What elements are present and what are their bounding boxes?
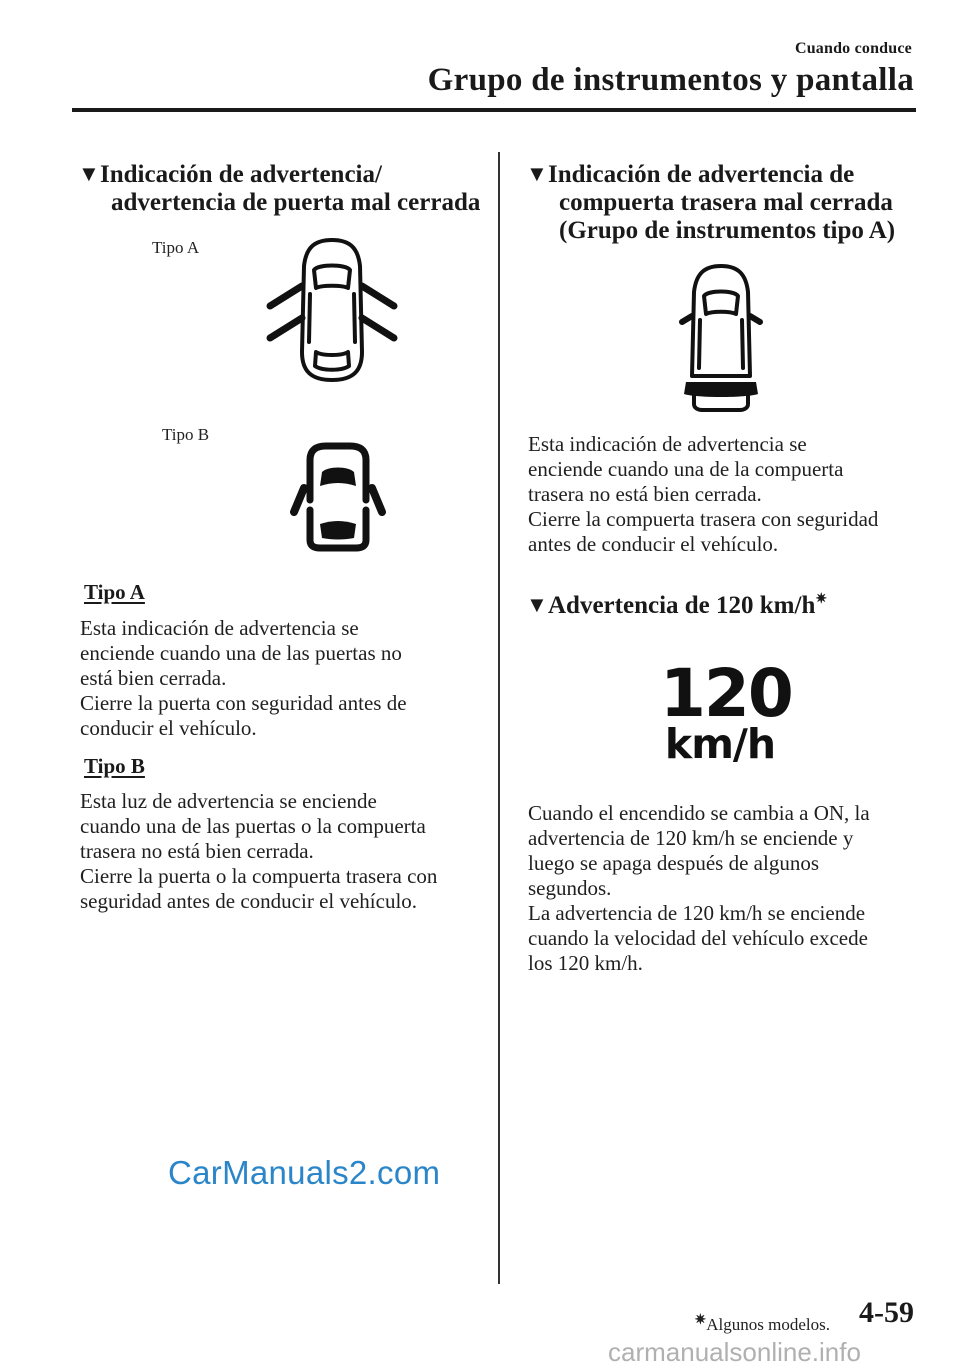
paragraph-liftgate: Esta indicación de advertencia se enciende cuando una de la compuerta trasera no está bien cerrada. Cierre la compuerta trasera con seguridad antes de conducir el vehículo.	[528, 432, 879, 556]
subheading-type-b: Tipo B	[84, 754, 145, 778]
triangle-marker-icon: ▼	[78, 161, 100, 186]
subheading-type-a: Tipo A	[84, 580, 145, 604]
page-number: 4-59	[859, 1296, 914, 1329]
label-type-b: Tipo B	[162, 425, 210, 444]
paragraph-type-a: Esta indicación de advertencia se enciende cuando una de las puertas no está bien cerrada. Cierre la puerta con seguridad antes de conducir el vehículo.	[80, 616, 407, 740]
door-ajar-warning-icon	[288, 440, 388, 554]
section-heading-120kmh: ▼Advertencia de 120 km/h✷	[526, 592, 828, 619]
speed-120-icon	[660, 655, 792, 768]
asterisk-icon: ✷	[694, 1313, 707, 1328]
asterisk-icon: ✷	[815, 592, 828, 607]
paragraph-120kmh: Cuando el encendido se cambia a ON, la advertencia de 120 km/h se enciende y luego se apaga después de algunos segundos. La advertencia de 120 km/h se enciende cuando la velocidad del vehículo excede los 120 km/h.	[528, 801, 870, 975]
footer-note: ✷Algunos modelos.	[694, 1313, 830, 1334]
watermark-bottom: carmanualsonline.info	[608, 1337, 861, 1367]
triangle-marker-icon: ▼	[526, 592, 548, 617]
paragraph-type-b: Esta luz de advertencia se enciende cuando una de las puertas o la compuerta trasera no está bien cerrada. Cierre la puerta o la compuerta trasera con seguridad antes de conducir el vehículo.	[80, 789, 438, 913]
header-rule	[72, 108, 916, 112]
speed-unit: km/h	[664, 720, 776, 768]
column-divider	[498, 152, 500, 1284]
car-top-view-liftgate-open-icon	[676, 258, 766, 414]
page-title: Grupo de instrumentos y pantalla	[427, 62, 914, 98]
car-top-view-doors-open-icon	[262, 232, 402, 390]
speed-number: 120	[660, 655, 792, 732]
triangle-marker-icon: ▼	[526, 161, 548, 186]
chapter-label: Cuando conduce	[794, 40, 912, 57]
label-type-a: Tipo A	[152, 238, 200, 257]
section-heading-liftgate-warning: ▼Indicación de advertencia de compuerta trasera mal cerrada (Grupo de instrumentos tipo A)	[526, 161, 896, 244]
section-heading-door-warning: ▼Indicación de advertencia/ advertencia de puerta mal cerrada	[78, 161, 481, 216]
watermark-link[interactable]: CarManuals2.com	[168, 1154, 441, 1191]
